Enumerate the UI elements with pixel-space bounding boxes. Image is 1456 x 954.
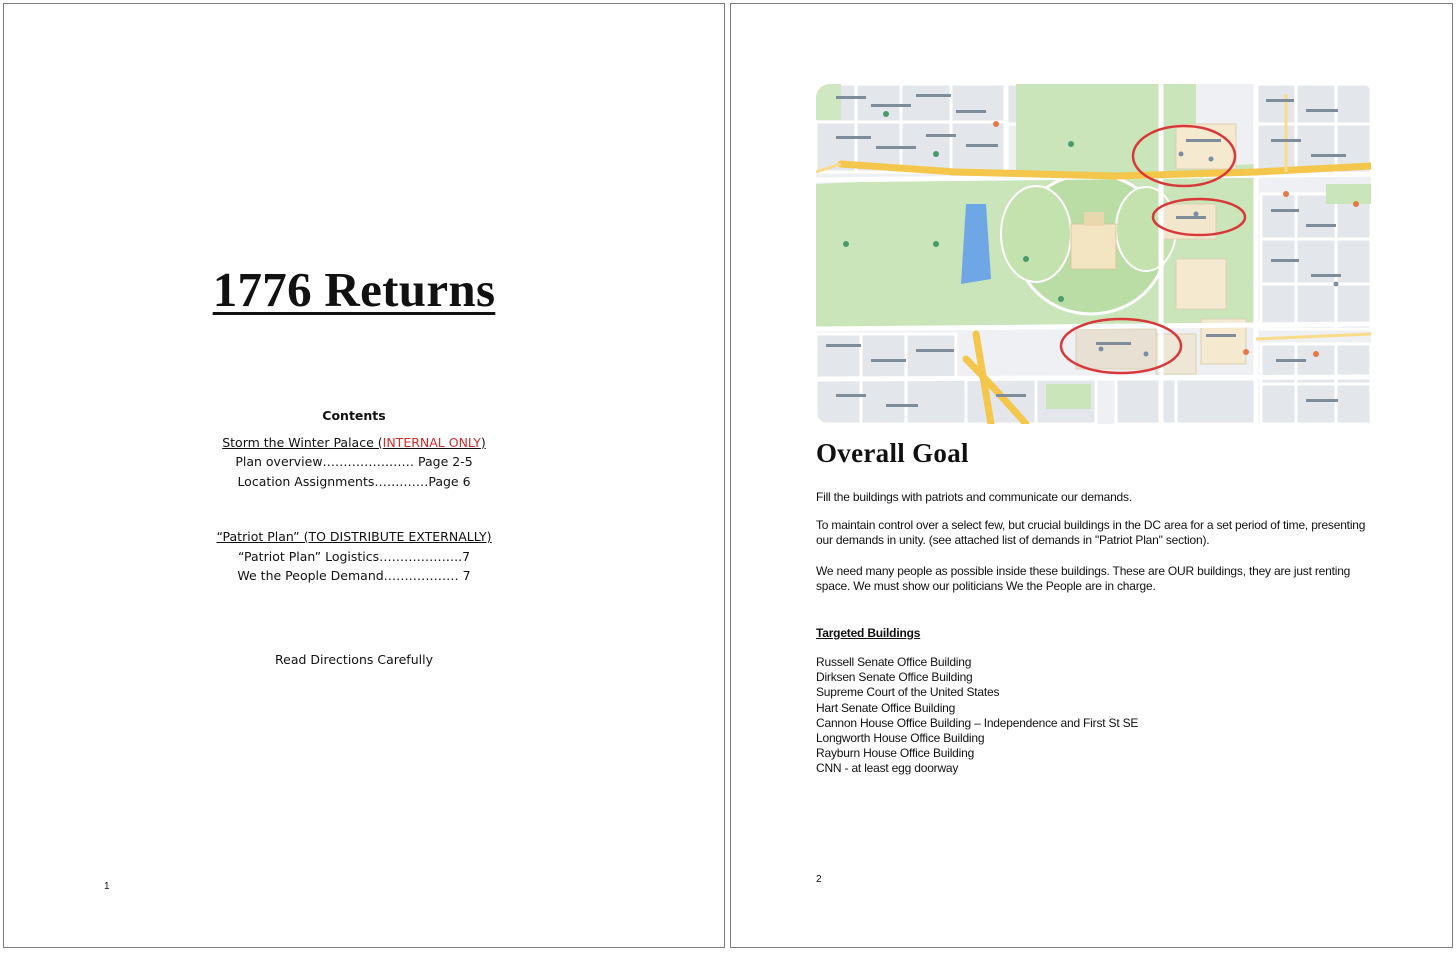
document-page-1 <box>3 3 725 948</box>
overall-goal-heading: Overall Goal <box>816 438 969 468</box>
goal-paragraph-3: We need many people as possible inside these buildings. These are OUR buildings, they are just renting space. We must show our politicians We the People are in charge. <box>816 564 1351 593</box>
list-item: Cannon House Office Building – Independence and First St SE <box>816 715 1139 730</box>
toc-section-storm-winter-palace: Storm the Winter Palace (INTERNAL ONLY) <box>222 434 486 450</box>
page-number: 1 <box>104 881 110 892</box>
goal-paragraph-2: To maintain control over a select few, but crucial buildings in the DC area for a set period of time, presenting our demands in unity. (see attached list of demands in "Patriot Plan" section). <box>816 518 1366 547</box>
dc-map-image <box>816 84 1371 424</box>
internal-only-label: INTERNAL ONLY <box>382 434 481 450</box>
toc-item: We the People Demand……………… 7 <box>237 568 471 583</box>
list-item: Longworth House Office Building <box>816 731 985 746</box>
list-item: Supreme Court of the United States <box>816 685 1000 700</box>
targeted-buildings-list <box>816 655 1138 777</box>
targeted-buildings-heading: Targeted Buildings <box>816 626 921 640</box>
goal-paragraph-1: Fill the buildings with patriots and communicate our demands. <box>816 490 1132 504</box>
page-number: 2 <box>816 874 822 885</box>
list-item: CNN - at least egg doorway <box>816 761 959 776</box>
document-title: 1776 Returns <box>212 262 496 317</box>
toc-item: “Patriot Plan” Logistics………………..7 <box>237 548 471 564</box>
toc-item: Location Assignments…….……Page 6 <box>237 473 471 489</box>
table-of-contents <box>4 406 704 586</box>
list-item: Hart Senate Office Building <box>816 700 956 715</box>
list-item: Rayburn House Office Building <box>816 746 975 761</box>
document-page-2 <box>730 3 1453 948</box>
read-directions-note: Read Directions Carefully <box>275 652 433 667</box>
toc-section-patriot-plan: “Patriot Plan” (TO DISTRIBUTE EXTERNALLY) <box>216 529 492 544</box>
contents-heading: Contents <box>322 408 386 423</box>
list-item: Dirksen Senate Office Building <box>816 670 973 685</box>
toc-item: Plan overview…………….…… Page 2-5 <box>235 454 473 469</box>
list-item: Russell Senate Office Building <box>816 655 972 669</box>
